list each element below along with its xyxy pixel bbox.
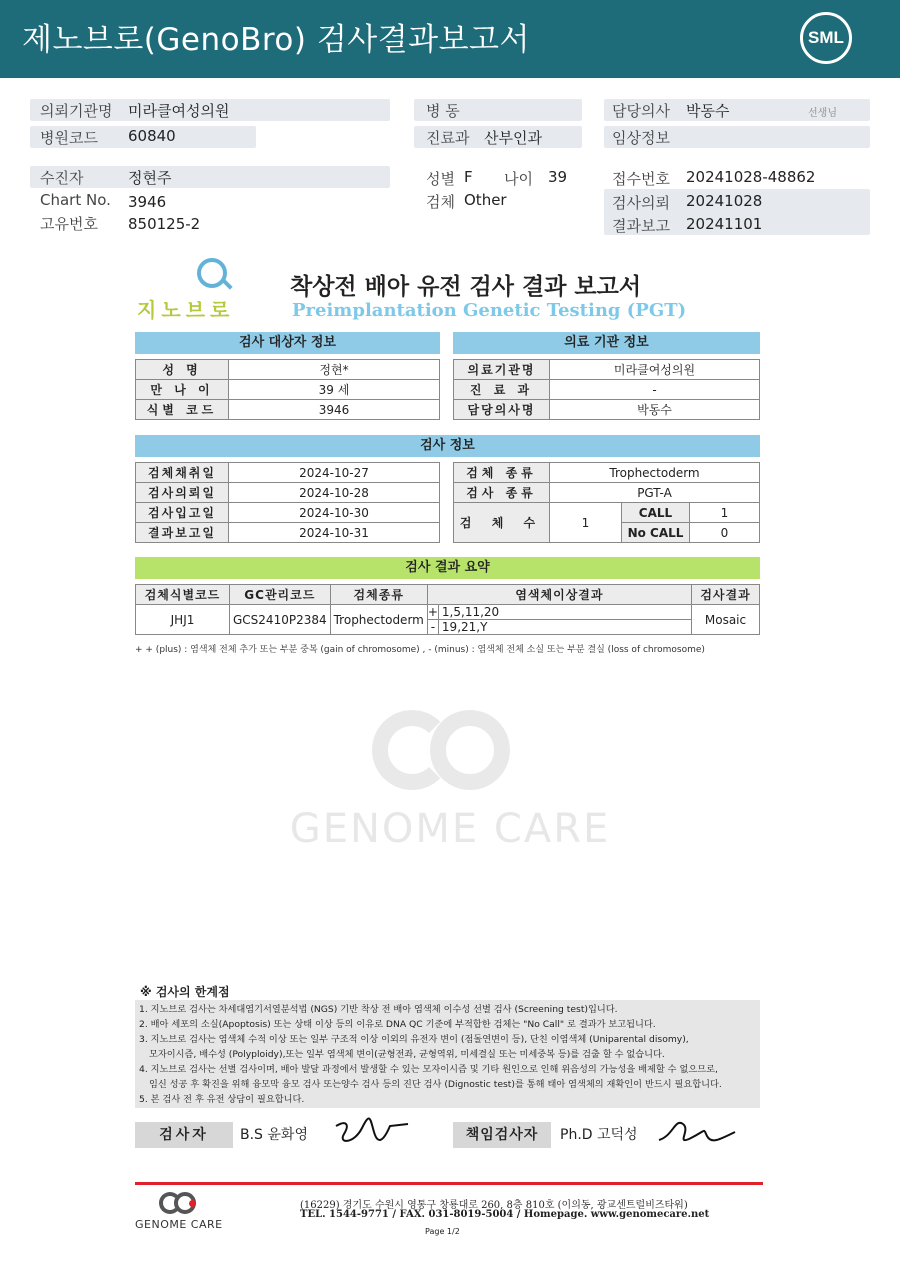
report-subtitle: Preimplantation Genetic Testing (PGT)	[292, 300, 687, 321]
chief-label: 책임검사자	[453, 1122, 551, 1148]
sex-label: 성별	[426, 170, 455, 188]
summary-gc-value: GCS2410P2384	[230, 605, 331, 635]
exam-collect-value: 2024-10-27	[229, 463, 440, 483]
exam-test-value: PGT-A	[550, 483, 760, 503]
request-value: 20241028	[686, 192, 763, 210]
subject-section-header: 검사 대상자 정보	[135, 332, 440, 354]
summary-code-value: JHJ1	[136, 605, 230, 635]
institution-value: 미라클여성의원	[128, 102, 230, 120]
exam-report-label: 결과보고일	[136, 523, 229, 543]
chart-value: 3946	[128, 193, 167, 211]
limits-line: 모자이시즘, 배수성 (Polyploidy),또는 일부 염색체 변이(균형전좌, 균형역위, 미세결실 또는 미세중복 등)를 검출 할 수 없습니다.	[149, 1049, 665, 1060]
clinical-label: 임상정보	[612, 129, 670, 147]
medical-table	[453, 359, 760, 420]
id-label: 고유번호	[40, 215, 98, 233]
id-value: 850125-2	[128, 215, 201, 233]
exam-receive-value: 2024-10-30	[229, 503, 440, 523]
medical-doctor-label: 담당의사명	[454, 400, 550, 420]
exam-call-value: 1	[690, 503, 760, 523]
footer-dot-icon	[189, 1200, 196, 1207]
report-title: 착상전 배아 유전 검사 결과 보고서	[290, 274, 642, 300]
summary-plus-sign: +	[427, 605, 438, 619]
specimen-value: Other	[464, 191, 507, 209]
page-title: 제노브로(GenoBro) 검사결과보고서	[22, 22, 530, 58]
exam-nocall-value: 0	[690, 523, 760, 543]
medical-doctor-value: 박동수	[550, 400, 760, 420]
tester-label: 검사자	[135, 1122, 233, 1148]
limits-line: 2. 배아 세포의 소실(Apoptosis) 또는 상태 이상 등의 이유로 DNA QC 기준에 부적합한 검체는 "No Call" 로 결과가 보고됩니다.	[139, 1019, 656, 1030]
request-label: 검사의뢰	[612, 194, 670, 212]
sml-logo-icon	[800, 12, 852, 64]
exam-request-value: 2024-10-28	[229, 483, 440, 503]
exam-dates-table	[135, 462, 440, 543]
subject-age-value: 39 세	[229, 380, 440, 400]
subject-code-label: 식별 코드	[136, 400, 229, 420]
limits-title: ※ 검사의 한계점	[140, 985, 230, 999]
summary-header-result: 검사결과	[692, 585, 760, 605]
exam-report-value: 2024-10-31	[229, 523, 440, 543]
footer-logo-text: GENOME CARE	[135, 1218, 223, 1231]
exam-call-label: CALL	[622, 503, 690, 523]
receipt-label: 접수번호	[612, 170, 670, 188]
page-number: Page 1/2	[425, 1227, 460, 1236]
exam-nocall-label: No CALL	[622, 523, 690, 543]
summary-section-header: 검사 결과 요약	[135, 557, 760, 579]
footer-contact: TEL. 1544-9771 / FAX. 031-8019-5004 / Homepage. www.genomecare.net	[300, 1209, 710, 1220]
hospital-code-label: 병원코드	[40, 129, 98, 147]
footer-divider	[135, 1182, 763, 1185]
exam-section-header: 검사 정보	[135, 435, 760, 457]
chart-label: Chart No.	[40, 191, 111, 209]
department-label: 진료과	[426, 129, 470, 147]
tester-signature-icon	[332, 1114, 412, 1148]
hospital-code-value: 60840	[128, 127, 176, 145]
subject-table	[135, 359, 440, 420]
summary-header-type: 검체종류	[330, 585, 427, 605]
subject-code-value: 3946	[229, 400, 440, 420]
chief-name: Ph.D 고덕성	[560, 1127, 638, 1143]
exam-receive-label: 검사입고일	[136, 503, 229, 523]
exam-count-label: 검 체 수	[454, 503, 550, 543]
magnifier-icon	[197, 258, 227, 288]
medical-dept-label: 진 료 과	[454, 380, 550, 400]
doctor-suffix: 선생님	[808, 108, 837, 119]
genobro-logo	[135, 258, 250, 320]
exam-collect-label: 검체채취일	[136, 463, 229, 483]
limits-line: 4. 지노브로 검사는 선별 검사이며, 배아 발달 과정에서 발생할 수 있는 모자이시즘 및 기타 원인으로 인해 위음성의 가능성을 배제할 수 없으므로,	[139, 1064, 718, 1075]
subject-name-value: 정현*	[229, 360, 440, 380]
department-value: 산부인과	[484, 129, 542, 147]
receipt-value: 20241028-48862	[686, 168, 816, 186]
report-value: 20241101	[686, 215, 763, 233]
specimen-label: 검체	[426, 193, 455, 211]
watermark-c-icon	[430, 710, 510, 790]
watermark-text: GENOME CARE	[289, 806, 611, 852]
subject-name-label: 성 명	[136, 360, 229, 380]
genome-care-watermark	[270, 700, 630, 860]
report-header-bar	[0, 0, 900, 78]
ward-label: 병 동	[426, 102, 460, 120]
tester-name: B.S 윤화영	[240, 1127, 308, 1143]
chief-signature-icon	[655, 1114, 739, 1150]
limits-box	[135, 1000, 760, 1108]
medical-inst-value: 미라클여성의원	[550, 360, 760, 380]
limits-line: 3. 지노브로 검사는 염색체 수적 이상 또는 일부 구조적 이상 이외의 유전자 변이 (점돌연변이 등), 단친 이염색체 (Uniparental disomy),	[139, 1034, 689, 1045]
summary-minus-value: 19,21,Y	[438, 620, 691, 635]
subject-age-label: 만 나 이	[136, 380, 229, 400]
doctor-label: 담당의사	[612, 102, 670, 120]
age-label: 나이	[504, 170, 533, 188]
doctor-value: 박동수	[686, 102, 730, 120]
footer-address: (16229) 경기도 수원시 영통구 창룡대로 260, 8층 810호 (이의동, 광교센트럴비즈타워)	[300, 1200, 688, 1211]
summary-header-code: 검체식별코드	[136, 585, 230, 605]
limits-line: 임신 성공 후 확진을 위해 융모막 융모 검사 또는양수 검사 등의 진단 검사 (Dignostic test)를 통해 태아 염색체의 재확인이 반드시 필요합니다.	[149, 1079, 722, 1090]
sml-logo-text: SML	[808, 28, 844, 47]
patient-label: 수진자	[40, 169, 84, 187]
age-value: 39	[548, 168, 568, 186]
sex-value: F	[464, 168, 473, 186]
exam-specimen-table	[453, 462, 760, 543]
summary-result-value: Mosaic	[692, 605, 760, 635]
summary-plus-value: 1,5,11,20	[438, 605, 691, 620]
patient-band	[30, 166, 390, 188]
summary-minus-sign: -	[427, 620, 438, 635]
medical-dept-value: -	[550, 380, 760, 400]
exam-type-label: 검체 종류	[454, 463, 550, 483]
report-label: 결과보고	[612, 217, 670, 235]
medical-inst-label: 의료기관명	[454, 360, 550, 380]
summary-type-value: Trophectoderm	[330, 605, 427, 635]
summary-header-gc: GC관리코드	[230, 585, 331, 605]
institution-label: 의뢰기관명	[40, 102, 113, 120]
patient-value: 정현주	[128, 169, 172, 187]
medical-section-header: 의료 기관 정보	[453, 332, 760, 354]
exam-request-label: 검사의뢰일	[136, 483, 229, 503]
limits-line: 5. 본 검사 전 후 유전 상담이 필요합니다.	[139, 1094, 305, 1105]
genobro-logo-text: 지노브로	[137, 298, 235, 322]
exam-type-value: Trophectoderm	[550, 463, 760, 483]
summary-note: + + (plus) : 염색체 전체 추가 또는 부분 중복 (gain of chromosome) , - (minus) : 염색체 전체 소실 또는 부분 결실 (loss of chromosome)	[135, 645, 705, 655]
summary-table	[135, 584, 760, 635]
footer-logo	[135, 1192, 230, 1232]
limits-line: 1. 지노브로 검사는 차세대염기서열분석법 (NGS) 기반 착상 전 배아 염색체 이수성 선별 검사 (Screening test)입니다.	[139, 1004, 618, 1015]
summary-header-chrom: 염색체이상결과	[427, 585, 691, 605]
exam-count-value: 1	[550, 503, 622, 543]
exam-test-label: 검사 종류	[454, 483, 550, 503]
